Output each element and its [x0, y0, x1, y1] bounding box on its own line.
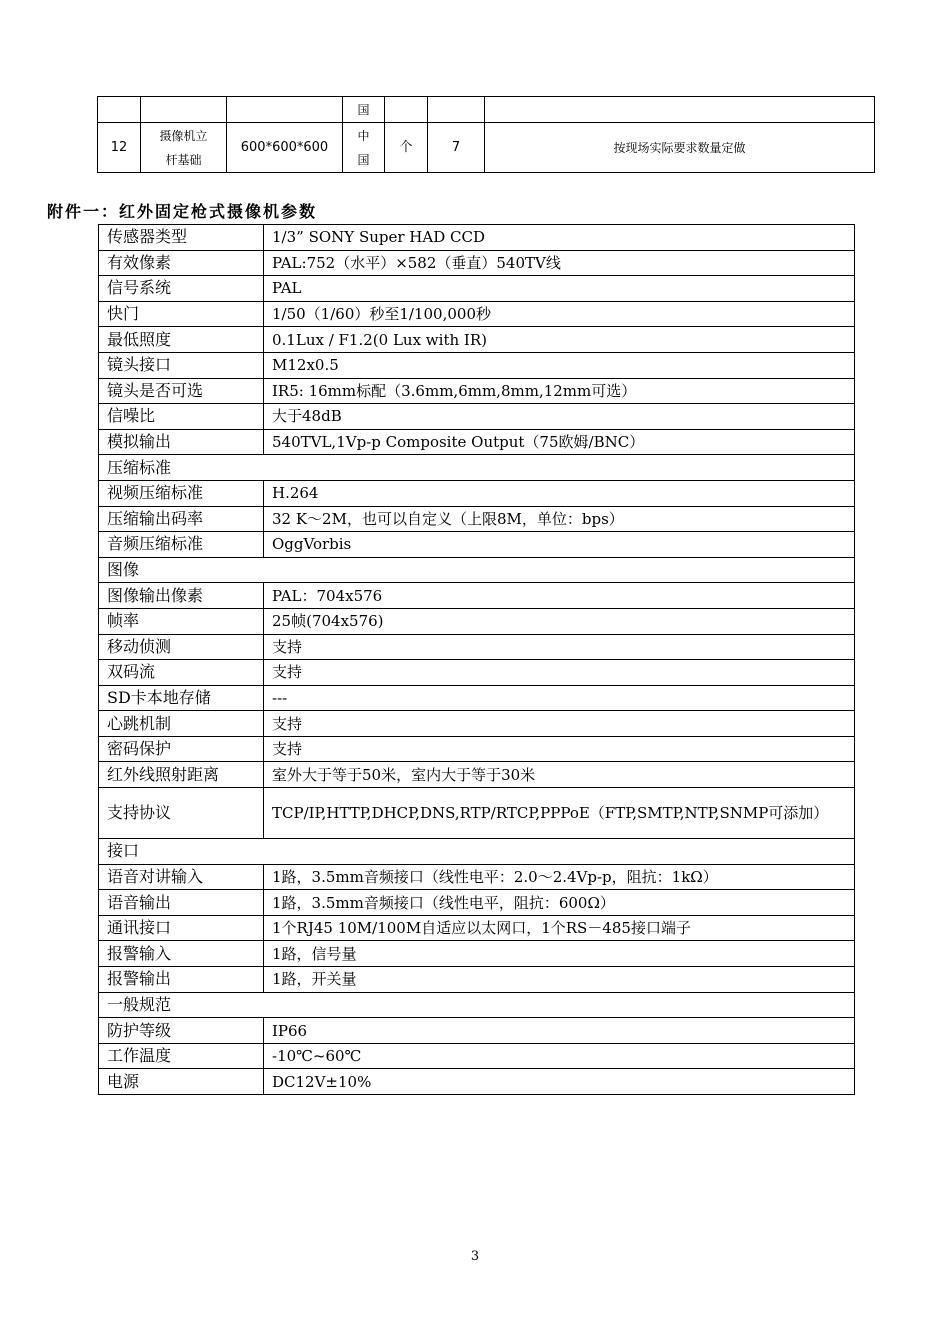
spec-row [99, 276, 855, 302]
spec-value: M12x0.5 [264, 352, 855, 378]
spec-section-title: 一般规范 [99, 992, 855, 1018]
spec-row [99, 1069, 855, 1095]
spec-label: SD卡本地存储 [99, 685, 264, 711]
spec-row [99, 608, 855, 634]
spec-label: 镜头是否可选 [99, 378, 264, 404]
spec-value: 25帧(704x576) [264, 608, 855, 634]
spec-label: 有效像素 [99, 250, 264, 276]
item-unit: 个 [385, 123, 428, 173]
spec-value: IR5: 16mm标配（3.6mm,6mm,8mm,12mm可选） [264, 378, 855, 404]
spec-row [99, 429, 855, 455]
item-name [141, 123, 227, 173]
spec-label: 防护等级 [99, 1018, 264, 1044]
item-spec: 600*600*600 [227, 123, 343, 173]
spec-row [99, 532, 855, 558]
table-cell [141, 97, 227, 123]
spec-value: 室外大于等于50米，室内大于等于30米 [264, 762, 855, 788]
spec-value: 1路，信号量 [264, 941, 855, 967]
spec-value: 支持 [264, 711, 855, 737]
spec-row [99, 1043, 855, 1069]
spec-row [99, 736, 855, 762]
spec-label: 语音对讲输入 [99, 864, 264, 890]
item-number: 12 [98, 123, 141, 173]
spec-row [99, 250, 855, 276]
spec-value: 支持 [264, 736, 855, 762]
spec-row [99, 941, 855, 967]
table-cell [385, 97, 428, 123]
spec-row [99, 967, 855, 993]
page-number: 3 [470, 1249, 480, 1264]
table-cell [98, 97, 141, 123]
spec-value: PAL：704x576 [264, 583, 855, 609]
spec-value: DC12V±10% [264, 1069, 855, 1095]
spec-label: 工作温度 [99, 1043, 264, 1069]
spec-label: 报警输出 [99, 967, 264, 993]
item-name-line: 杆基础 [165, 152, 202, 167]
table-cell: 国 [343, 97, 385, 123]
spec-section-title: 压缩标准 [99, 455, 855, 481]
spec-row [99, 660, 855, 686]
spec-label: 视频压缩标准 [99, 480, 264, 506]
spec-label: 信号系统 [99, 276, 264, 302]
table-row [98, 123, 875, 173]
spec-section-title: 接口 [99, 839, 855, 865]
spec-row [99, 634, 855, 660]
spec-value: 支持 [264, 634, 855, 660]
camera-spec-table [98, 224, 855, 1095]
spec-row [99, 685, 855, 711]
spec-row [99, 301, 855, 327]
spec-value: 支持 [264, 660, 855, 686]
spec-row [99, 352, 855, 378]
spec-value: PAL [264, 276, 855, 302]
spec-value: 32 K～2M，也可以自定义（上限8M，单位：bps） [264, 506, 855, 532]
section-heading: 附件一：红外固定枪式摄像机参数 [47, 202, 318, 221]
spec-label: 支持协议 [99, 788, 264, 839]
spec-label: 语音输出 [99, 890, 264, 916]
spec-row [99, 327, 855, 353]
spec-row [99, 404, 855, 430]
spec-row [99, 762, 855, 788]
spec-label: 电源 [99, 1069, 264, 1095]
spec-value: 1/50（1/60）秒至1/100,000秒 [264, 301, 855, 327]
spec-label: 图像输出像素 [99, 583, 264, 609]
spec-value: 0.1Lux / F1.2(0 Lux with IR) [264, 327, 855, 353]
spec-label: 压缩输出码率 [99, 506, 264, 532]
spec-label: 镜头接口 [99, 352, 264, 378]
spec-section-title: 图像 [99, 557, 855, 583]
table-cell [485, 97, 875, 123]
spec-value: 1路，开关量 [264, 967, 855, 993]
spec-value: 1个RJ45 10M/100M自适应以太网口，1个RS－485接口端子 [264, 915, 855, 941]
spec-row [99, 788, 855, 839]
spec-row [99, 480, 855, 506]
spec-value: 1路，3.5mm音频接口（线性电平，阻抗：600Ω） [264, 890, 855, 916]
item-name-line: 摄像机立 [159, 128, 208, 143]
spec-label: 移动侦测 [99, 634, 264, 660]
spec-row [99, 890, 855, 916]
equipment-table [97, 96, 875, 173]
spec-label: 双码流 [99, 660, 264, 686]
spec-value: IP66 [264, 1018, 855, 1044]
spec-value: TCP/IP,HTTP,DHCP,DNS,RTP/RTCP,PPPoE（FTP,SMTP,NTP,SNMP可添加） [264, 788, 855, 839]
spec-label: 模拟输出 [99, 429, 264, 455]
spec-row [99, 225, 855, 251]
spec-value: 540TVL,1Vp-p Composite Output（75欧姆/BNC） [264, 429, 855, 455]
spec-label: 传感器类型 [99, 225, 264, 251]
table-cell [428, 97, 485, 123]
spec-label: 通讯接口 [99, 915, 264, 941]
spec-row [99, 711, 855, 737]
spec-row [99, 864, 855, 890]
spec-label: 红外线照射距离 [99, 762, 264, 788]
spec-section-row [99, 455, 855, 481]
spec-value: 1路，3.5mm音频接口（线性电平：2.0～2.4Vp-p，阻抗：1kΩ） [264, 864, 855, 890]
spec-value: OggVorbis [264, 532, 855, 558]
spec-row [99, 1018, 855, 1044]
spec-section-row [99, 839, 855, 865]
item-origin-line: 中 [357, 128, 370, 143]
spec-value: 大于48dB [264, 404, 855, 430]
spec-value: PAL:752（水平）×582（垂直）540TV线 [264, 250, 855, 276]
item-remark: 按现场实际要求数量定做 [485, 123, 875, 173]
spec-label: 信噪比 [99, 404, 264, 430]
item-quantity: 7 [428, 123, 485, 173]
spec-value: -10℃~60℃ [264, 1043, 855, 1069]
spec-row [99, 915, 855, 941]
spec-value: H.264 [264, 480, 855, 506]
spec-label: 心跳机制 [99, 711, 264, 737]
table-row [98, 97, 875, 123]
spec-table-body [99, 225, 855, 1095]
item-origin [343, 123, 385, 173]
item-origin-line: 国 [357, 152, 370, 167]
spec-value: --- [264, 685, 855, 711]
spec-label: 密码保护 [99, 736, 264, 762]
spec-section-row [99, 557, 855, 583]
spec-label: 快门 [99, 301, 264, 327]
spec-label: 报警输入 [99, 941, 264, 967]
spec-row [99, 583, 855, 609]
spec-label: 最低照度 [99, 327, 264, 353]
spec-label: 音频压缩标准 [99, 532, 264, 558]
spec-value: 1/3” SONY Super HAD CCD [264, 225, 855, 251]
spec-section-row [99, 992, 855, 1018]
spec-row [99, 506, 855, 532]
table-cell [227, 97, 343, 123]
spec-label: 帧率 [99, 608, 264, 634]
spec-row [99, 378, 855, 404]
